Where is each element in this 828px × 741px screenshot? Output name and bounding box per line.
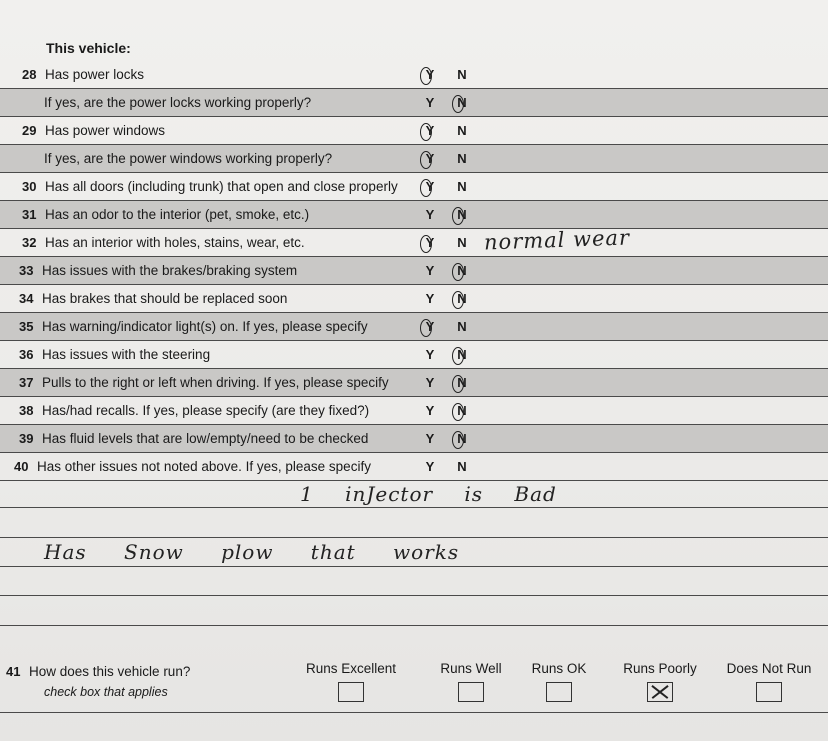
selected-answer-circle [452, 403, 464, 421]
question-text: Has power windows [45, 123, 166, 138]
yes-option[interactable]: Y [425, 95, 435, 110]
no-option[interactable]: N [457, 123, 467, 138]
yes-option[interactable]: Y [425, 403, 435, 418]
yes-option[interactable]: Y [425, 431, 435, 446]
no-option[interactable]: N [457, 263, 467, 278]
question-row [0, 453, 828, 481]
writing-line-6 [0, 712, 828, 713]
run-option-checkbox[interactable] [647, 682, 673, 702]
run-option-checkbox[interactable] [756, 682, 782, 702]
no-option[interactable]: N [457, 403, 467, 418]
yes-option[interactable]: Y [425, 179, 435, 194]
q41-number: 41 [6, 664, 21, 679]
yes-option[interactable]: Y [425, 263, 435, 278]
selected-answer-circle [420, 319, 432, 337]
question-text: Has warning/indicator light(s) on. If yes, please specify [42, 319, 368, 334]
question-row [0, 313, 828, 341]
handwritten-line-2: Has Snow plow that works [44, 540, 460, 564]
question-row [0, 61, 828, 89]
question-text: Has all doors (including trunk) that open and close properly [45, 179, 398, 194]
no-option[interactable]: N [457, 179, 467, 194]
no-option[interactable]: N [457, 375, 467, 390]
question-text: Has issues with the steering [42, 347, 211, 362]
question-row [0, 117, 828, 145]
question-row [0, 257, 828, 285]
no-option[interactable]: N [457, 319, 467, 334]
yes-option[interactable]: Y [425, 151, 435, 166]
no-option[interactable]: N [457, 431, 467, 446]
yes-option[interactable]: Y [425, 375, 435, 390]
selected-answer-circle [452, 347, 464, 365]
writing-line-1 [0, 507, 828, 508]
run-option-checkbox[interactable] [338, 682, 364, 702]
question-text: If yes, are the power windows working properly? [44, 151, 333, 166]
question-number: 32 [22, 235, 37, 250]
question-row [0, 173, 828, 201]
selected-answer-circle [420, 179, 432, 197]
yes-option[interactable]: Y [425, 67, 435, 82]
question-row [0, 285, 828, 313]
selected-answer-circle [452, 375, 464, 393]
selected-answer-circle [452, 291, 464, 309]
question-number: 30 [22, 179, 37, 194]
section-heading: This vehicle: [46, 40, 131, 56]
question-text: Has an odor to the interior (pet, smoke, etc.) [45, 207, 310, 222]
question-text: Has power locks [45, 67, 145, 82]
question-text: Has/had recalls. If yes, please specify (are they fixed?) [42, 403, 370, 418]
question-number: 40 [14, 459, 29, 474]
writing-line-4 [0, 595, 828, 596]
writing-line-5 [0, 625, 828, 626]
question-number: 38 [19, 403, 34, 418]
selected-answer-circle [420, 235, 432, 253]
no-option[interactable]: N [457, 291, 467, 306]
run-option-checkbox[interactable] [458, 682, 484, 702]
question-number: 34 [19, 291, 34, 306]
question-text: If yes, are the power locks working properly? [44, 95, 312, 110]
selected-answer-circle [420, 123, 432, 141]
run-option-label: Runs OK [531, 661, 587, 676]
question-number: 36 [19, 347, 34, 362]
question-text: Has fluid levels that are low/empty/need to be checked [42, 431, 369, 446]
selected-answer-circle [452, 207, 464, 225]
question-number: 37 [19, 375, 34, 390]
no-option[interactable]: N [457, 459, 467, 474]
no-option[interactable]: N [457, 347, 467, 362]
q41-question: How does this vehicle run? [29, 664, 191, 679]
selected-answer-circle [420, 151, 432, 169]
yes-option[interactable]: Y [425, 291, 435, 306]
selected-answer-circle [420, 67, 432, 85]
question-text: Has brakes that should be replaced soon [42, 291, 288, 306]
question-row [0, 341, 828, 369]
question-number: 33 [19, 263, 34, 278]
question-text: Has other issues not noted above. If yes, please specify [37, 459, 371, 474]
selected-answer-circle [452, 431, 464, 449]
yes-option[interactable]: Y [425, 319, 435, 334]
question-number: 31 [22, 207, 37, 222]
question-number: 28 [22, 67, 37, 82]
question-text: Has issues with the brakes/braking system [42, 263, 298, 278]
no-option[interactable]: N [457, 67, 467, 82]
no-option[interactable]: N [457, 151, 467, 166]
question-row [0, 397, 828, 425]
question-row [0, 229, 828, 257]
question-number: 39 [19, 431, 34, 446]
question-row [0, 145, 828, 173]
question-number: 35 [19, 319, 34, 334]
yes-option[interactable]: Y [425, 235, 435, 250]
handwritten-note-row32: normal wear [483, 225, 631, 255]
no-option[interactable]: N [457, 207, 467, 222]
question-row [0, 89, 828, 117]
question-row [0, 369, 828, 397]
no-option[interactable]: N [457, 95, 467, 110]
run-option-label: Runs Well [440, 661, 502, 676]
writing-line-3 [0, 566, 828, 567]
question-text: Pulls to the right or left when driving. If yes, please specify [42, 375, 389, 390]
run-option-checkbox[interactable] [546, 682, 572, 702]
yes-option[interactable]: Y [425, 123, 435, 138]
question-row [0, 201, 828, 229]
run-option-label: Does Not Run [726, 661, 812, 676]
yes-option[interactable]: Y [425, 459, 435, 474]
run-option-label: Runs Excellent [305, 661, 397, 676]
question-number: 29 [22, 123, 37, 138]
run-option-label: Runs Poorly [623, 661, 697, 676]
yes-option[interactable]: Y [425, 207, 435, 222]
selected-answer-circle [452, 95, 464, 113]
no-option[interactable]: N [457, 235, 467, 250]
yes-option[interactable]: Y [425, 347, 435, 362]
question-text: Has an interior with holes, stains, wear, etc. [45, 235, 305, 250]
writing-line-2 [0, 537, 828, 538]
question-row [0, 425, 828, 453]
selected-answer-circle [452, 263, 464, 281]
q41-instruction: check box that applies [44, 685, 168, 699]
handwritten-line-1: 1 inJector is Bad [300, 482, 557, 506]
